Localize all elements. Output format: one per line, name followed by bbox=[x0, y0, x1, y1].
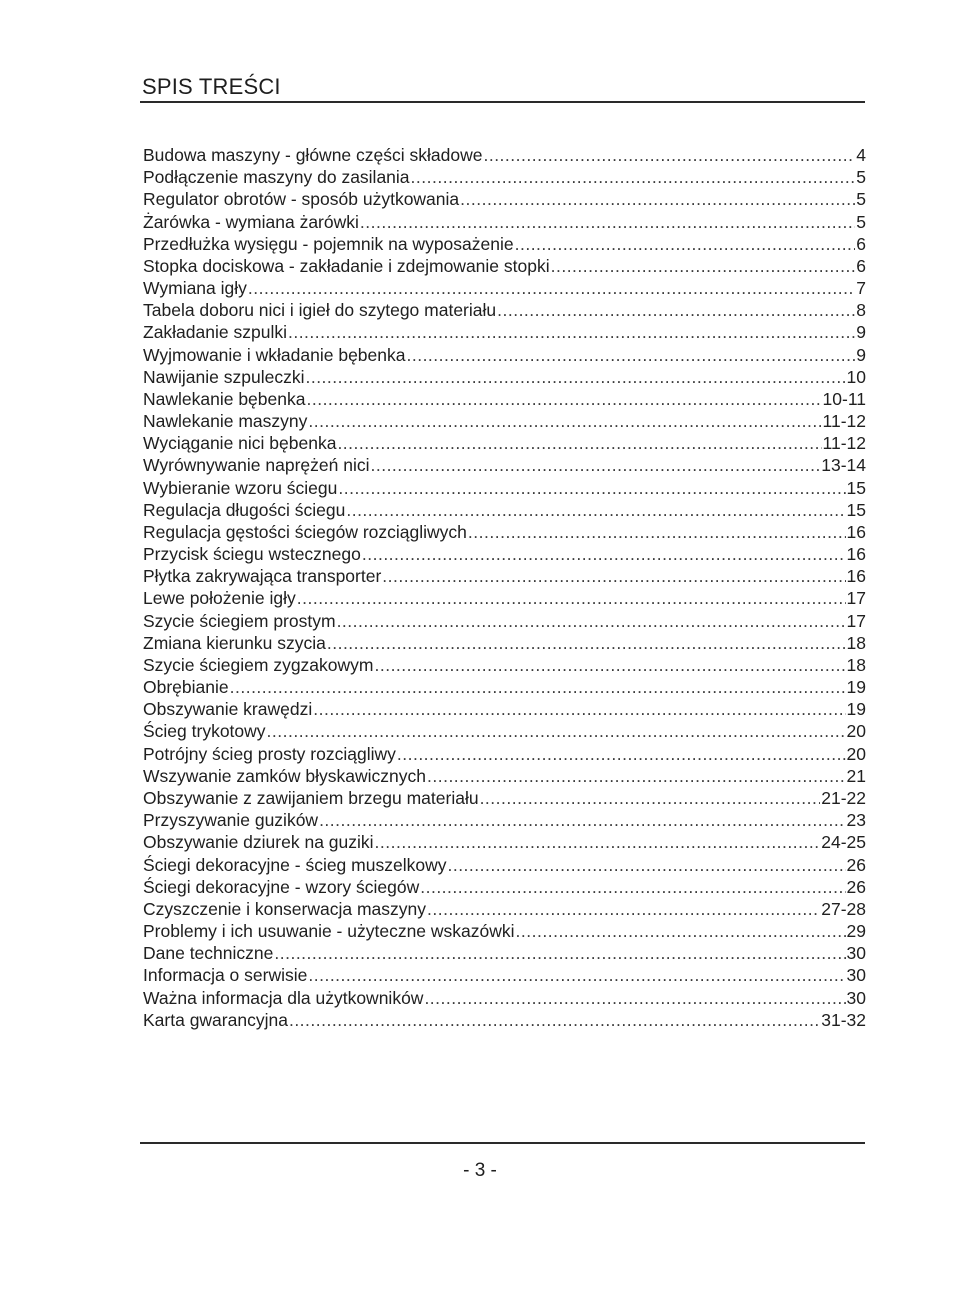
toc-entry bbox=[143, 676, 866, 698]
toc-dot-leader bbox=[483, 144, 855, 166]
toc-entry-title: Ważna informacja dla użytkowników bbox=[143, 987, 424, 1008]
toc-entry-title: Budowa maszyny - główne części składowe bbox=[143, 145, 483, 165]
toc-entry bbox=[143, 565, 866, 587]
toc-dot-leader bbox=[447, 854, 845, 876]
toc-entry-title: Przycisk ściegu wstecznego bbox=[143, 544, 361, 565]
toc-dot-leader bbox=[338, 477, 845, 499]
toc-dot-leader bbox=[289, 1009, 820, 1031]
toc-entry-title: Szycie ściegiem zygzakowym bbox=[143, 654, 374, 675]
toc-dot-leader bbox=[397, 743, 846, 765]
toc-entry bbox=[143, 144, 866, 166]
toc-entry-page: 27-28 bbox=[821, 898, 866, 919]
toc-entry-page: 17 bbox=[846, 588, 866, 609]
toc-dot-leader bbox=[374, 654, 845, 676]
toc-entry bbox=[143, 344, 866, 366]
toc-entry-title: Czyszczenie i konserwacja maszyny bbox=[143, 898, 427, 919]
toc-dot-leader bbox=[411, 166, 856, 188]
toc-entry bbox=[143, 987, 866, 1009]
toc-entry-title: Stopka dociskowa - zakładanie i zdejmowanie stopki bbox=[143, 255, 550, 276]
toc-entry-page: 16 bbox=[846, 544, 866, 565]
toc-entry bbox=[143, 942, 866, 964]
toc-entry-page: 11-12 bbox=[822, 433, 866, 454]
toc-entry-page: 5 bbox=[856, 211, 866, 232]
toc-entry-title: Wyrównywanie naprężeń nici bbox=[143, 455, 370, 476]
toc-entry-page: 20 bbox=[846, 721, 866, 742]
toc-entry-page: 7 bbox=[856, 278, 866, 299]
toc-entry-page: 20 bbox=[846, 743, 866, 764]
toc-entry-page: 30 bbox=[846, 943, 866, 964]
toc-dot-leader bbox=[424, 987, 845, 1009]
toc-dot-leader bbox=[297, 587, 846, 609]
toc-entry-title: Lewe położenie igły bbox=[143, 588, 296, 609]
toc-entry bbox=[143, 632, 866, 654]
toc-entry-page: 16 bbox=[846, 521, 866, 542]
toc-entry bbox=[143, 233, 866, 255]
toc-dot-leader bbox=[337, 610, 846, 632]
toc-dot-leader bbox=[427, 765, 846, 787]
toc-entry-title: Obszywanie z zawijaniem brzegu materiału bbox=[143, 787, 479, 808]
page-title: SPIS TREŚCI bbox=[142, 74, 281, 99]
toc-entry bbox=[143, 743, 866, 765]
toc-entry bbox=[143, 787, 866, 809]
title-divider bbox=[140, 101, 865, 103]
toc-entry-title: Przyszywanie guzików bbox=[143, 810, 319, 831]
toc-entry-title: Informacja o serwisie bbox=[143, 965, 308, 986]
toc-entry-title: Ścieg trykotowy bbox=[143, 721, 266, 742]
table-of-contents bbox=[143, 144, 866, 1031]
toc-dot-leader bbox=[370, 454, 820, 476]
toc-entry bbox=[143, 920, 866, 942]
toc-dot-leader bbox=[551, 255, 856, 277]
toc-entry bbox=[143, 432, 866, 454]
toc-dot-leader bbox=[375, 831, 821, 853]
toc-entry-page: 6 bbox=[856, 233, 866, 254]
toc-entry bbox=[143, 854, 866, 876]
toc-dot-leader bbox=[346, 499, 845, 521]
toc-entry-page: 29 bbox=[846, 921, 866, 942]
toc-entry-page: 15 bbox=[846, 499, 866, 520]
toc-entry bbox=[143, 188, 866, 210]
toc-entry bbox=[143, 654, 866, 676]
toc-entry-page: 11-12 bbox=[822, 411, 866, 432]
toc-entry bbox=[143, 388, 866, 410]
toc-entry-page: 18 bbox=[846, 654, 866, 675]
toc-entry-title: Żarówka - wymiana żarówki bbox=[143, 211, 359, 232]
toc-dot-leader bbox=[480, 787, 821, 809]
toc-dot-leader bbox=[306, 388, 821, 410]
toc-entry-title: Podłączenie maszyny do zasilania bbox=[143, 167, 410, 188]
toc-entry-title: Obszywanie dziurek na guziki bbox=[143, 832, 374, 853]
toc-entry bbox=[143, 587, 866, 609]
page-number: - 3 - bbox=[463, 1160, 497, 1181]
toc-dot-leader bbox=[516, 920, 846, 942]
toc-entry-title: Ściegi dekoracyjne - ścieg muszelkowy bbox=[143, 854, 447, 875]
toc-entry bbox=[143, 698, 866, 720]
toc-dot-leader bbox=[460, 188, 855, 210]
toc-entry-page: 19 bbox=[846, 699, 866, 720]
toc-entry bbox=[143, 521, 866, 543]
toc-entry-page: 17 bbox=[846, 610, 866, 631]
toc-entry-title: Problemy i ich usuwanie - użyteczne wskazówki bbox=[143, 921, 515, 942]
toc-dot-leader bbox=[308, 410, 821, 432]
toc-entry-page: 26 bbox=[846, 876, 866, 897]
toc-entry bbox=[143, 211, 866, 233]
toc-entry-page: 5 bbox=[856, 167, 866, 188]
toc-dot-leader bbox=[360, 211, 855, 233]
toc-dot-leader bbox=[248, 277, 855, 299]
toc-entry bbox=[143, 964, 866, 986]
toc-dot-leader bbox=[319, 809, 845, 831]
toc-entry-title: Ściegi dekoracyjne - wzory ściegów bbox=[143, 876, 420, 897]
toc-entry-title: Płytka zakrywająca transporter bbox=[143, 566, 382, 587]
toc-entry-title: Wybieranie wzoru ściegu bbox=[143, 477, 338, 498]
toc-entry-title: Przedłużka wysięgu - pojemnik na wyposażenie bbox=[143, 233, 514, 254]
toc-entry-page: 10 bbox=[846, 366, 866, 387]
toc-entry-page: 8 bbox=[856, 300, 866, 321]
toc-dot-leader bbox=[308, 964, 845, 986]
toc-entry-page: 21 bbox=[846, 765, 866, 786]
toc-entry bbox=[143, 610, 866, 632]
toc-entry-page: 19 bbox=[846, 677, 866, 698]
toc-entry-title: Nawlekanie bębenka bbox=[143, 388, 306, 409]
toc-entry bbox=[143, 299, 866, 321]
toc-entry-title: Zakładanie szpulki bbox=[143, 322, 287, 343]
toc-entry bbox=[143, 898, 866, 920]
toc-entry bbox=[143, 321, 866, 343]
toc-entry-page: 24-25 bbox=[821, 832, 866, 853]
toc-entry-title: Szycie ściegiem prostym bbox=[143, 610, 336, 631]
toc-entry bbox=[143, 255, 866, 277]
toc-entry-title: Potrójny ścieg prosty rozciągliwy bbox=[143, 743, 396, 764]
toc-entry-title: Obrębianie bbox=[143, 677, 229, 698]
toc-entry-page: 9 bbox=[856, 344, 866, 365]
toc-entry bbox=[143, 1009, 866, 1031]
footer-divider bbox=[140, 1142, 865, 1144]
toc-entry-title: Wymiana igły bbox=[143, 278, 247, 299]
toc-dot-leader bbox=[288, 321, 855, 343]
toc-dot-leader bbox=[230, 676, 846, 698]
toc-entry-page: 16 bbox=[846, 566, 866, 587]
toc-entry-page: 30 bbox=[846, 987, 866, 1008]
toc-dot-leader bbox=[382, 565, 845, 587]
toc-entry-title: Zmiana kierunku szycia bbox=[143, 632, 326, 653]
toc-entry-page: 10-11 bbox=[822, 388, 866, 409]
toc-entry-title: Obszywanie krawędzi bbox=[143, 699, 313, 720]
toc-entry-page: 26 bbox=[846, 854, 866, 875]
toc-dot-leader bbox=[362, 543, 846, 565]
toc-dot-leader bbox=[267, 720, 846, 742]
toc-entry bbox=[143, 809, 866, 831]
toc-dot-leader bbox=[327, 632, 846, 654]
toc-entry-page: 13-14 bbox=[821, 455, 866, 476]
toc-entry bbox=[143, 831, 866, 853]
toc-entry-title: Wszywanie zamków błyskawicznych bbox=[143, 765, 426, 786]
toc-entry-title: Karta gwarancyjna bbox=[143, 1009, 288, 1030]
toc-entry-page: 6 bbox=[856, 255, 866, 276]
toc-entry bbox=[143, 876, 866, 898]
toc-dot-leader bbox=[305, 366, 845, 388]
toc-entry bbox=[143, 166, 866, 188]
toc-entry-title: Nawlekanie maszyny bbox=[143, 411, 308, 432]
toc-entry bbox=[143, 477, 866, 499]
toc-entry-title: Dane techniczne bbox=[143, 943, 274, 964]
toc-entry bbox=[143, 366, 866, 388]
toc-entry-page: 30 bbox=[846, 965, 866, 986]
toc-entry bbox=[143, 454, 866, 476]
toc-entry-title: Tabela doboru nici i igieł do szytego materiału bbox=[143, 300, 497, 321]
toc-entry bbox=[143, 765, 866, 787]
toc-dot-leader bbox=[313, 698, 845, 720]
toc-entry-page: 21-22 bbox=[821, 787, 866, 808]
toc-entry-page: 9 bbox=[856, 322, 866, 343]
toc-entry bbox=[143, 499, 866, 521]
toc-entry-page: 4 bbox=[856, 145, 866, 165]
toc-entry-page: 15 bbox=[846, 477, 866, 498]
toc-entry-title: Wyjmowanie i wkładanie bębenka bbox=[143, 344, 406, 365]
toc-dot-leader bbox=[274, 942, 845, 964]
toc-entry-title: Regulacja długości ściegu bbox=[143, 499, 346, 520]
toc-dot-leader bbox=[337, 432, 821, 454]
toc-entry-page: 23 bbox=[846, 810, 866, 831]
toc-dot-leader bbox=[427, 898, 820, 920]
toc-entry-title: Nawijanie szpuleczki bbox=[143, 366, 305, 387]
toc-entry-page: 5 bbox=[856, 189, 866, 210]
toc-dot-leader bbox=[406, 344, 855, 366]
toc-entry-page: 31-32 bbox=[821, 1009, 866, 1030]
toc-entry bbox=[143, 543, 866, 565]
toc-dot-leader bbox=[515, 233, 856, 255]
toc-entry-title: Regulator obrotów - sposób użytkowania bbox=[143, 189, 460, 210]
toc-dot-leader bbox=[497, 299, 855, 321]
toc-entry bbox=[143, 277, 866, 299]
toc-entry bbox=[143, 410, 866, 432]
toc-entry bbox=[143, 720, 866, 742]
toc-entry-title: Wyciąganie nici bębenka bbox=[143, 433, 337, 454]
toc-dot-leader bbox=[420, 876, 845, 898]
toc-entry-page: 18 bbox=[846, 632, 866, 653]
toc-dot-leader bbox=[468, 521, 846, 543]
toc-entry-title: Regulacja gęstości ściegów rozciągliwych bbox=[143, 521, 467, 542]
